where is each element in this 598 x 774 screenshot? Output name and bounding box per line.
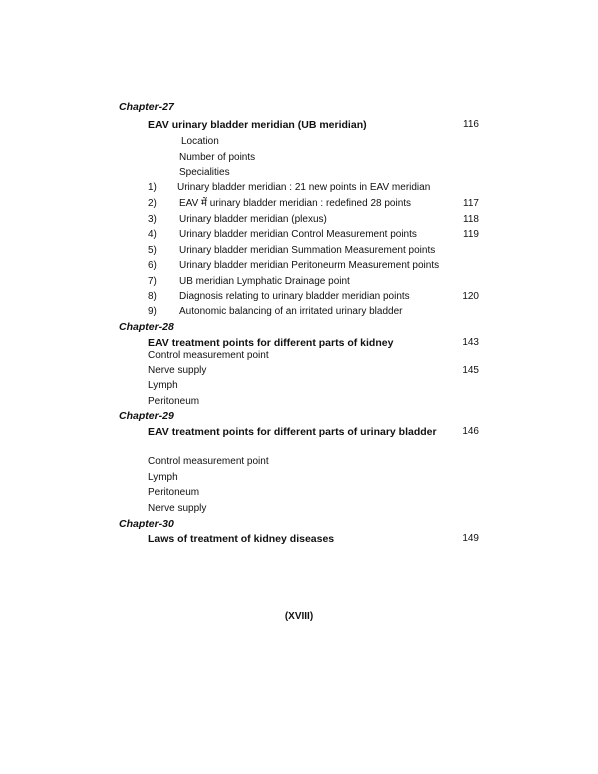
page-number: 118 bbox=[463, 214, 479, 225]
page-number: 119 bbox=[463, 229, 479, 240]
list-item: Nerve supply bbox=[148, 503, 207, 514]
chapter-label: Chapter-27 bbox=[119, 101, 174, 113]
chapter-title: EAV treatment points for different parts of kidney bbox=[148, 337, 394, 349]
item-number: 3) bbox=[148, 214, 157, 225]
item-text: EAV में urinary bladder meridian : redefined 28 points bbox=[179, 198, 412, 209]
item-number: 4) bbox=[148, 229, 157, 240]
page-number: 120 bbox=[462, 291, 479, 302]
page-number: 145 bbox=[462, 365, 479, 376]
item-number: 7) bbox=[148, 276, 157, 287]
item-text: Autonomic balancing of an irritated urinary bladder bbox=[179, 306, 403, 317]
chapter-label: Chapter-30 bbox=[119, 518, 174, 530]
footer-page-number: (XVIII) bbox=[284, 611, 314, 622]
page-number: 117 bbox=[463, 198, 479, 209]
item-text: Urinary bladder meridian Summation Measurement points bbox=[179, 245, 436, 256]
chapter-title: EAV urinary bladder meridian (UB meridian) bbox=[148, 119, 367, 131]
list-item: Control measurement point bbox=[148, 350, 269, 361]
chapter-label: Chapter-28 bbox=[119, 321, 174, 333]
item-text: Diagnosis relating to urinary bladder meridian points bbox=[179, 291, 410, 302]
subitem: Number of points bbox=[179, 152, 256, 163]
item-text: Urinary bladder meridian Control Measurement points bbox=[179, 229, 417, 240]
item-number: 1) bbox=[148, 182, 157, 193]
list-item: Lymph bbox=[148, 472, 178, 483]
item-text: Urinary bladder meridian (plexus) bbox=[179, 214, 327, 225]
subitem: Specialities bbox=[179, 167, 230, 178]
list-item: Lymph bbox=[148, 380, 178, 391]
item-number: 6) bbox=[148, 260, 157, 271]
page-number: 146 bbox=[462, 426, 479, 437]
subitem: Location bbox=[181, 136, 219, 147]
chapter-title: EAV treatment points for different parts of urinary bladder bbox=[148, 426, 437, 438]
list-item: Control measurement point bbox=[148, 456, 269, 467]
item-number: 5) bbox=[148, 245, 157, 256]
item-text: UB meridian Lymphatic Drainage point bbox=[179, 276, 350, 287]
page-number: 149 bbox=[462, 533, 479, 544]
page-number: 116 bbox=[463, 119, 479, 130]
chapter-label: Chapter-29 bbox=[119, 410, 174, 422]
list-item: Peritoneum bbox=[148, 487, 200, 498]
item-number: 9) bbox=[148, 306, 157, 317]
list-item: Nerve supply bbox=[148, 365, 207, 376]
item-number: 8) bbox=[148, 291, 157, 302]
page-number: 143 bbox=[462, 337, 479, 348]
chapter-title: Laws of treatment of kidney diseases bbox=[148, 533, 335, 545]
item-text: Urinary bladder meridian : 21 new points in EAV meridian bbox=[177, 182, 431, 193]
item-text: Urinary bladder meridian Peritoneurm Measurement points bbox=[179, 260, 440, 271]
item-number: 2) bbox=[148, 198, 157, 209]
list-item: Peritoneum bbox=[148, 396, 200, 407]
